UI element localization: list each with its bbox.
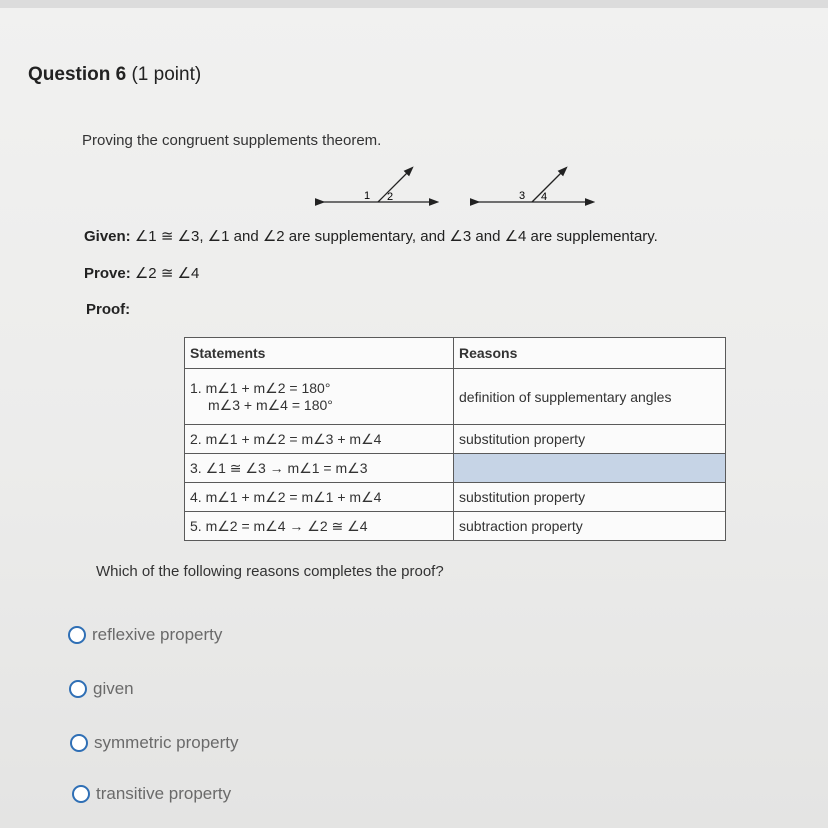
table-row [185, 512, 726, 541]
statement-cell: 4. m∠1 + m∠2 = m∠1 + m∠4 [185, 483, 454, 512]
table-header-row [185, 338, 726, 369]
statement-cell: 2. m∠1 + m∠2 = m∠3 + m∠4 [185, 425, 454, 454]
angle-figure [312, 166, 602, 216]
option-reflexive-property[interactable] [68, 625, 222, 645]
proof-table [184, 337, 726, 541]
question-points: (1 point) [131, 64, 202, 85]
radio-button[interactable] [68, 626, 86, 644]
right-ray [532, 170, 564, 202]
question-prompt: Proving the congruent supplements theorem. [82, 132, 382, 149]
statements-header: Statements [185, 338, 454, 369]
prove-label: Prove: [84, 265, 131, 282]
option-label: symmetric property [94, 733, 239, 752]
given-text: ∠1 ≅ ∠3, ∠1 and ∠2 are supplementary, and ∠3 and ∠4 are supplementary. [134, 228, 658, 245]
question-text: Which of the following reasons completes the proof? [96, 563, 444, 580]
angle-1-label: 1 [364, 190, 371, 202]
reason-cell: subtraction property [454, 512, 726, 541]
statement-cell: 3. ∠1 ≅ ∠3 → m∠1 = m∠3 [185, 454, 454, 483]
table-row [185, 369, 726, 425]
option-symmetric-property[interactable] [70, 733, 239, 753]
angle-3-label: 3 [519, 190, 526, 202]
question-title [28, 64, 201, 86]
prove-text: ∠2 ≅ ∠4 [134, 265, 200, 282]
reason-cell: substitution property [454, 483, 726, 512]
table-row [185, 454, 726, 483]
angle-4-label: 4 [541, 191, 548, 203]
question-label: Question 6 [28, 64, 127, 85]
statement-cell: 5. m∠2 = m∠4 → ∠2 ≅ ∠4 [185, 512, 454, 541]
statement-text: 1. m∠1 + m∠2 = 180° [190, 379, 331, 396]
table-row [185, 483, 726, 512]
statement-text-line2: m∠3 + m∠4 = 180° [208, 396, 333, 413]
radio-button[interactable] [70, 734, 88, 752]
statement-cell [185, 369, 454, 425]
reason-cell: definition of supplementary angles [454, 369, 726, 425]
option-label: transitive property [96, 784, 232, 803]
prove-line [84, 264, 199, 282]
reason-cell: substitution property [454, 425, 726, 454]
table-row [185, 425, 726, 454]
reasons-header: Reasons [454, 338, 726, 369]
option-label: reflexive property [92, 625, 223, 644]
given-label: Given: [84, 228, 131, 245]
radio-button[interactable] [72, 785, 90, 803]
option-given[interactable] [69, 679, 134, 699]
proof-label: Proof: [86, 301, 131, 318]
left-ray [378, 170, 410, 202]
angle-2-label: 2 [387, 191, 394, 203]
radio-button[interactable] [69, 680, 87, 698]
given-line [84, 227, 658, 245]
option-transitive-property[interactable] [72, 784, 231, 804]
option-label: given [93, 679, 134, 698]
missing-reason-cell[interactable] [454, 454, 726, 483]
top-bar [0, 0, 828, 8]
